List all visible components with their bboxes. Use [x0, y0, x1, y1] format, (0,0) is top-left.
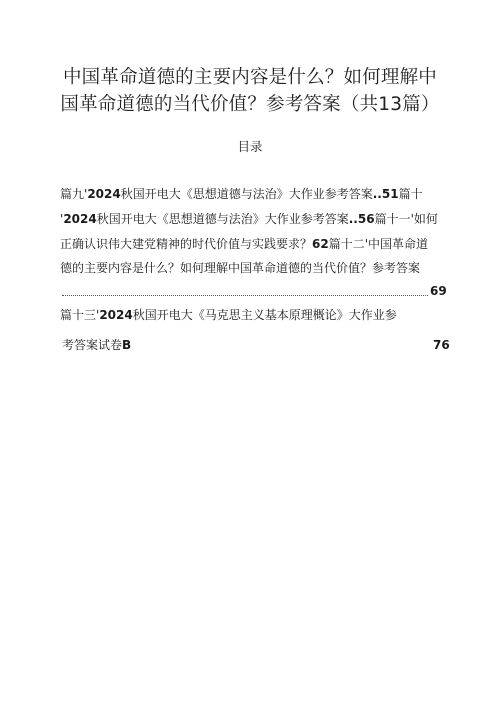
title-line-2: 国革命道德的当代价值？参考答案（共13篇）: [60, 94, 440, 115]
toc-text: 正确认识伟大建党精神的时代价值与实践要求？: [60, 237, 313, 251]
toc-text: 秋国开电大《马克思主义基本原理概论》大作业参: [132, 308, 397, 322]
toc-text: 秋国开电大《思想道德与法治》大作业参考答案: [120, 187, 373, 201]
toc-text: ': [60, 212, 64, 226]
toc-dot-leader: [62, 283, 428, 296]
toc-text: 篇十二'中国革命道: [328, 237, 429, 251]
toc-page-number: ..56: [348, 212, 375, 226]
toc-page-number: 76: [433, 338, 450, 352]
document-title: [50, 64, 450, 118]
toc-entry-line-6[interactable]: [62, 337, 262, 353]
title-line-1: 中国革命道德的主要内容是什么？如何理解中: [62, 67, 437, 88]
toc-heading: 目录: [237, 139, 263, 154]
toc-text: 秋国开电大《思想道德与法治》大作业参考答案: [96, 212, 349, 226]
toc-text: 篇十一'如何: [374, 212, 438, 226]
toc-year: 2024: [99, 308, 133, 322]
toc-text: 篇十: [398, 187, 423, 201]
toc-page-number: ..51: [372, 187, 399, 201]
toc-text: 篇九': [60, 187, 88, 201]
toc-entry-line-1[interactable]: [60, 186, 452, 202]
toc-entry-line-4[interactable]: 德的主要内容是什么？如何理解中国革命道德的当代价值？参考答案: [60, 261, 421, 275]
toc-text-bold: B: [122, 338, 132, 352]
toc-page-number: 62: [312, 237, 329, 251]
toc-text: 篇十三': [60, 308, 100, 322]
toc-entry-line-3[interactable]: [60, 236, 452, 252]
toc-entry-line-2[interactable]: [60, 211, 452, 227]
toc-year: 2024: [63, 212, 97, 226]
toc-entry-line-5[interactable]: [60, 307, 452, 323]
toc-year: 2024: [87, 187, 121, 201]
toc-page-number: 69: [430, 284, 447, 298]
toc-text: 考答案试卷: [62, 338, 123, 352]
